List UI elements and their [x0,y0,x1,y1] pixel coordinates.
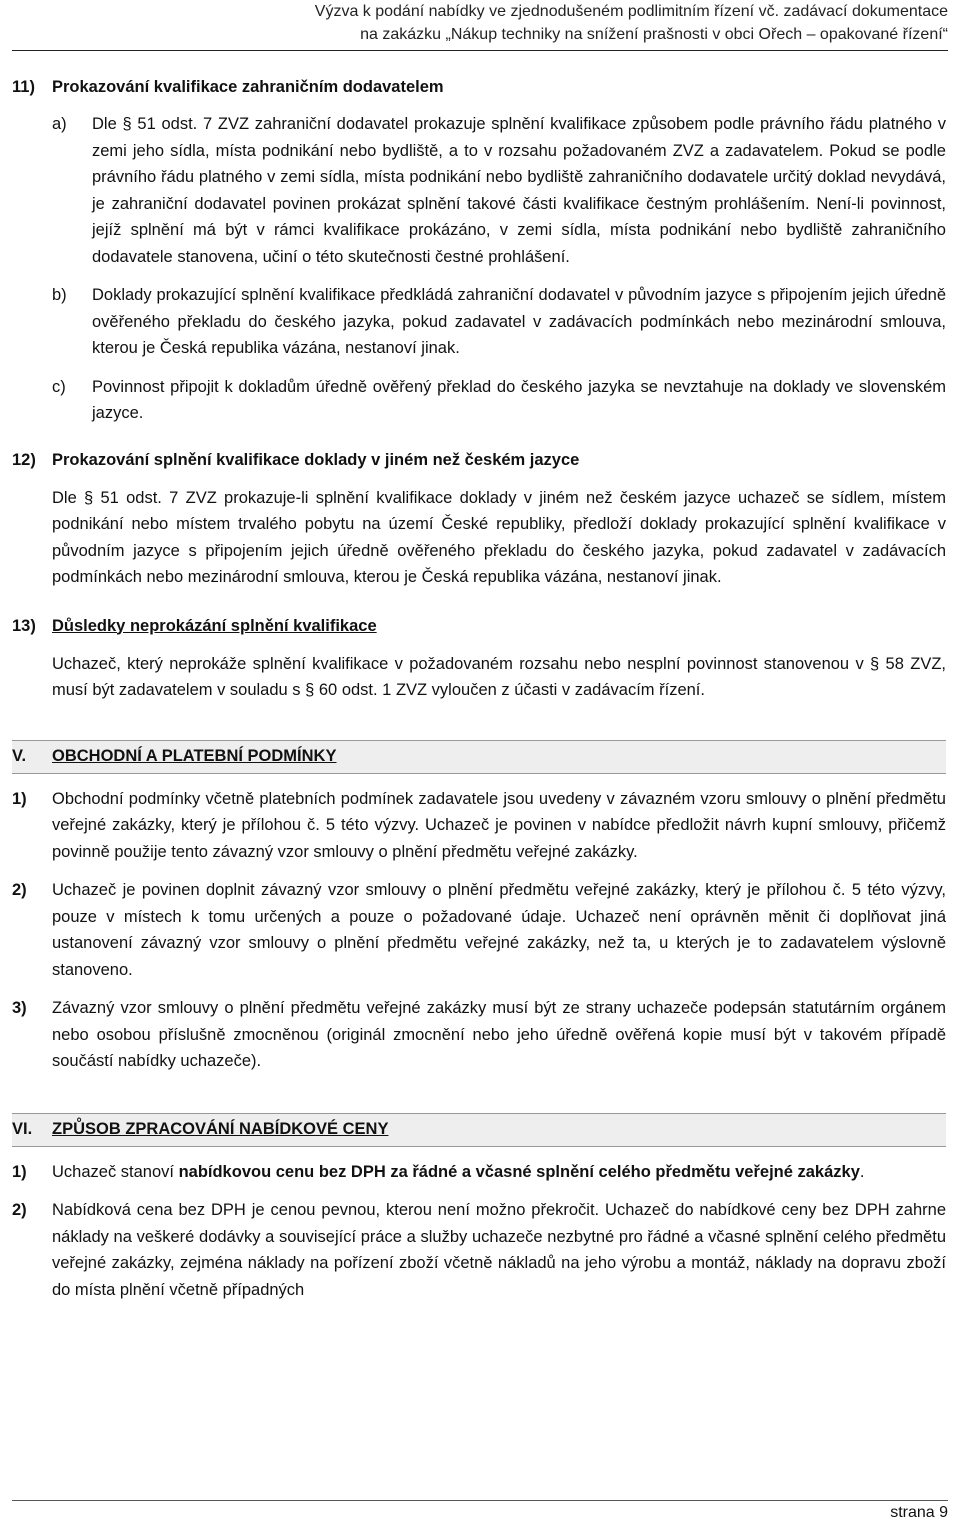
item-text: Uchazeč je povinen doplnit závazný vzor smlouvy o plnění předmětu veřejné zakázky, který je přílohou č. 5 této výzvy, pouze v místech k tomu určených a pouze o požadované údaje. Uchazeč není oprávněn měnit či doplňovat jiná ustanovení závazný vzor smlouvy o plnění předmětu veřejné zakázky, než ta, u kterých je to zadavatelem výslovně stanoveno. [52,881,946,979]
item-label: 3) [12,999,27,1017]
section-vi-item-2 [12,1197,946,1303]
item-label: 2) [12,881,27,899]
section-12-text: Dle § 51 odst. 7 ZVZ prokazuje-li splnění kvalifikace doklady v jiném než českém jazyce uchazeč se sídlem, místem podnikání nebo místem trvalého pobytu na území České republiky, předloží doklady prokazující splnění kvalifikace v původním jazyce s připojením jejich úředně ověřeného překladu do českého jazyka, pokud zadavatel v zadávacích podmínkách nebo mezinárodní smlouva, kterou je Česká republika vázána, nestanoví jinak. [52,488,946,586]
item-label: 1) [12,789,27,808]
item-text: Závazný vzor smlouvy o plnění předmětu veřejné zakázky musí být ze strany uchazeče podepsán statutárním orgánem nebo osobou příslušně zmocněnou (originál zmocnění nebo jeho úředně ověřená kopie musí být v takovém případě součástí nabídky uchazeče). [52,999,946,1070]
section-vi-bar [12,1113,946,1147]
section-title: Prokazování splnění kvalifikace doklady v jiném než českém jazyce [52,450,580,469]
header-line-1: Výzva k podání nabídky ve zjednodušeném podlimitním řízení vč. zadávací dokumentace [314,3,948,20]
header-line-2: na zakázku „Nákup techniky na snížení prašnosti v obci Ořech – opakované řízení“ [360,26,948,43]
item-label: a) [52,115,67,133]
section-11-item-b [52,282,946,362]
section-number: 12) [12,450,36,469]
section-title: Prokazování kvalifikace zahraničním dodavatelem [52,78,444,96]
item-text: Dle § 51 odst. 7 ZVZ zahraniční dodavatel prokazuje splnění kvalifikace způsobem podle právního řádu platného v zemi jeho sídla, místa podnikání nebo bydliště, a to v rozsahu požadovaném ZVZ a zadavatelem. Pokud se podle právního řádu platného v zemi sídla, místa podnikání nebo bydliště zahraničního dodavatele určitý doklad nevydává, je zahraniční dodavatel povinen prokázat splnění takové části kvalifikace čestným prohlášením. Není-li povinnost, jejíž splnění má být v rámci kvalifikace prokázáno, v zemi sídla, místa podnikání nebo bydliště zahraničního dodavatele stanovena, učiní o této skutečnosti čestné prohlášení. [92,115,946,266]
item-text: Nabídková cena bez DPH je cenou pevnou, kterou není možno překročit. Uchazeč do nabídkové ceny bez DPH zahrne náklady na veškeré dodávky a související práce a služby uchazeče nezbytné pro řádné a včasné splnění celého předmětu veřejné zakázky, zejména náklady na pořízení zboží včetně nákladů na jeho výrobu a montáž, náklady na dopravu zboží do místa plnění včetně případných [52,1201,946,1299]
section-vi-item-1 [12,1159,946,1186]
section-number: 13) [12,616,36,635]
section-11-item-c [52,374,946,427]
section-number: 11) [12,78,35,96]
item-text: Obchodní podmínky včetně platebních podmínek zadavatele jsou uvedeny v závazném vzoru smlouvy o plnění předmětu veřejné zakázky, který je přílohou č. 5 této výzvy. Uchazeč je povinen v nabídce předložit návrh kupní smlouvy, přičemž povinně použije tento závazný vzor smlouvy o plnění předmětu veřejné zakázky. [52,789,946,861]
page-number: strana 9 [890,1504,948,1521]
section-v-bar [12,740,946,774]
item-text: Povinnost připojit k dokladům úředně ověřený překlad do českého jazyka se nevztahuje na doklady ve slovenském jazyce. [92,377,946,422]
section-title: OBCHODNÍ A PLATEBNÍ PODMÍNKY [52,747,337,765]
section-title: Důsledky neprokázání splnění kvalifikace [52,616,377,635]
header-divider [12,50,948,51]
section-13-heading [12,615,946,637]
item-text-post: . [859,1162,865,1181]
section-12-heading [12,449,946,471]
page-header [315,0,948,46]
item-label: 2) [12,1201,27,1219]
item-label: b) [52,286,67,304]
section-v-item-2 [12,877,946,983]
section-v-item-1 [12,786,946,866]
item-text-bold: nabídkovou cenu bez DPH za řádné a včasné splnění celého předmětu veřejné zakázky [178,1162,860,1181]
item-text [52,1159,946,1186]
item-label: 1) [12,1162,27,1181]
section-13-text: Uchazeč, který neprokáže splnění kvalifikace v požadovaném rozsahu nebo nesplní povinnost stanovenou v § 58 ZVZ, musí být zadavatelem v souladu s § 60 odst. 1 ZVZ vyloučen z účasti v zadávacím řízení. [52,654,946,699]
document-body [12,76,946,1303]
item-label: c) [52,377,66,396]
item-text-pre: Uchazeč stanoví [52,1162,179,1181]
section-title: ZPŮSOB ZPRACOVÁNÍ NABÍDKOVÉ CENY [52,1120,389,1138]
section-number: VI. [12,1120,33,1138]
section-number: V. [12,747,27,765]
item-text: Doklady prokazující splnění kvalifikace předkládá zahraniční dodavatel v původním jazyce s připojením jejich úředně ověřeného překladu do českého jazyka, pokud zadavatel v zadávacích podmínkách nebo mezinárodní smlouva, kterou je Česká republika vázána, nestanoví jinak. [92,286,946,357]
section-11-item-a [52,111,946,270]
section-v-item-3 [12,995,946,1075]
section-11-heading [12,76,946,98]
footer-divider [12,1500,948,1501]
